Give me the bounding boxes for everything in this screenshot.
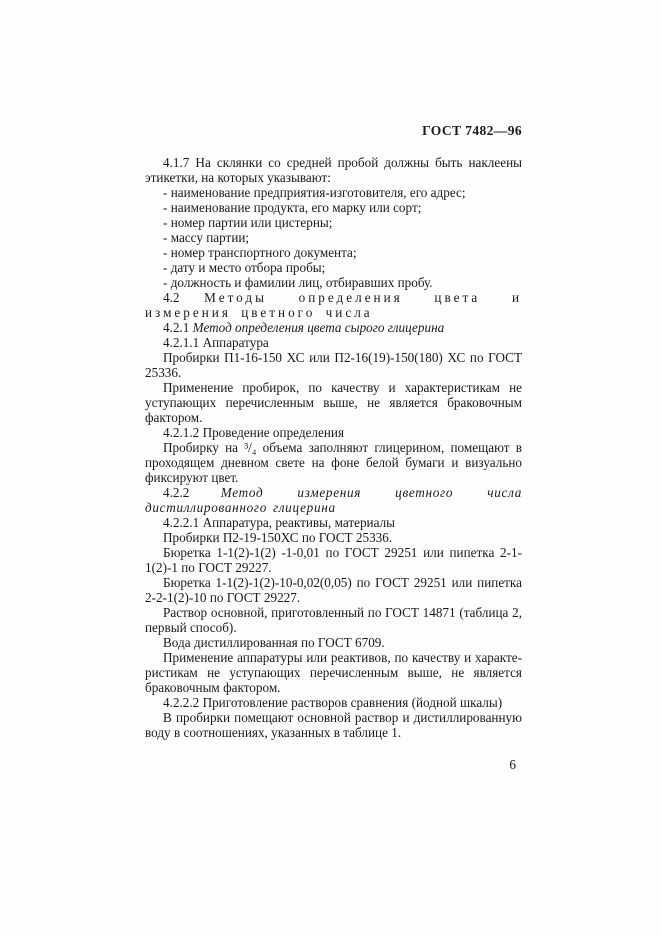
paragraph: 4.1.7 На склянки со средней пробой должны быть наклеены этикетки, на которых указывают: (145, 155, 522, 185)
paragraph: Применение аппаратуры или реактивов, по качеству и характеристикам не уступающих перечисленным выше, не является браковочным фактором. (145, 650, 522, 695)
paragraph: Вода дистиллированная по ГОСТ 6709. (163, 635, 385, 650)
list-item: - номер транспортного документа; (163, 245, 357, 260)
heading-number: 4.2.1 (163, 320, 193, 335)
document-sheet (145, 123, 522, 772)
doc-number: ГОСТ 7482—96 (422, 123, 522, 138)
heading (145, 290, 522, 320)
paragraph: 4.2.1.2 Проведение определения (163, 425, 345, 440)
running-header (145, 123, 522, 138)
list-item: - наименование предприятия-изготовителя, его адрес; (163, 185, 466, 200)
paragraph: 4.2.1.1 Аппаратура (163, 335, 269, 350)
paragraph: Пробирки П1-16-150 ХС или П2-16(19)-150(180) ХС по ГОСТ 25336. (145, 350, 522, 380)
paragraph: Бюретка 1-1(2)-1(2) -1-0,01 по ГОСТ 29251 или пипетка 2-1-1(2)-1 по ГОСТ 29227. (145, 545, 522, 575)
paragraph: В пробирки помещают основной раствор и дистиллированную воду в соотношениях, указанных в таблице 1. (145, 710, 522, 740)
heading-label: Методы определения цвета и измерения цветного числа (145, 290, 522, 320)
document-content (145, 155, 522, 740)
list-item: - номер партии или цистерны; (163, 215, 333, 230)
heading-label: Метод измерения цветного числа дистиллированного глицерина (145, 485, 522, 515)
heading-number: 4.2.2 (163, 485, 221, 500)
list-item: - наименование продукта, его марку или сорт; (163, 200, 422, 215)
paragraph: Раствор основной, приготовленный по ГОСТ 14871 (таблица 2, первый способ). (145, 605, 522, 635)
page-footer (145, 757, 522, 772)
paragraph: Применение пробирок, по качеству и характеристикам не уступающих перечисленным выше, не является браковочным фактором. (145, 380, 522, 425)
paragraph: Пробирку на ³/₄ объема заполняют глицерином, помещают в проходящем дневном свете на фоне белой бумаги и визуально фиксируют цвет. (145, 440, 522, 485)
heading-number: 4.2 (163, 290, 205, 305)
paragraph: Бюретка 1-1(2)-1(2)-10-0,02(0,05) по ГОСТ 29251 или пипетка 2-2-1(2)-10 по ГОСТ 29227. (145, 575, 522, 605)
paragraph: 4.2.2.2 Приготовление растворов сравнения (йодной шкалы) (163, 695, 503, 710)
heading (145, 485, 522, 515)
list-item: - должность и фамилии лиц, отбиравших пробу. (163, 275, 433, 290)
list-item: - массу партии; (163, 230, 250, 245)
heading-label: Метод определения цвета сырого глицерина (192, 320, 445, 335)
page-number: 6 (509, 757, 516, 772)
list-item: - дату и место отбора пробы; (163, 260, 326, 275)
paragraph: Пробирки П2-19-150ХС по ГОСТ 25336. (163, 530, 393, 545)
heading (145, 320, 522, 335)
paragraph: 4.2.2.1 Аппаратура, реактивы, материалы (163, 515, 396, 530)
